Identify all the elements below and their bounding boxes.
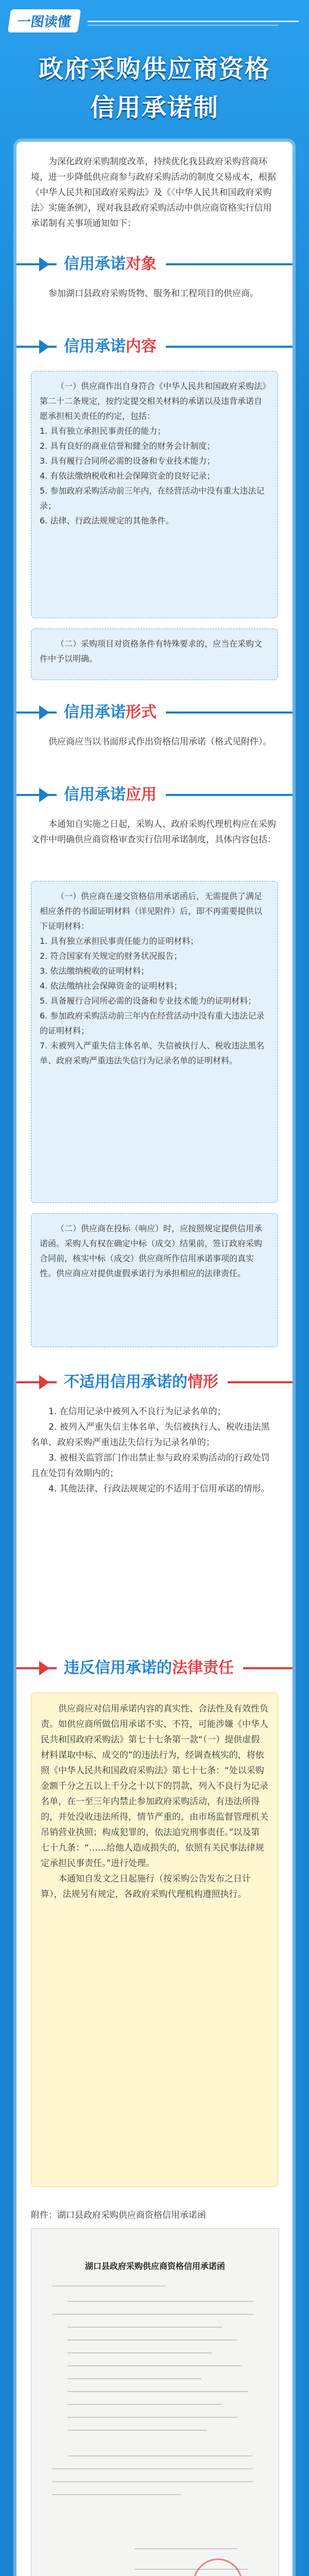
section-title-text: 信用承诺 xyxy=(64,337,126,355)
apply-item: （二）供应商在投标（响应）时，应按照规定提供信用承诺函。采购人有权在确定中标（成交）结果前，签订政府采购合同前，核实中标（成交）供应商所作信用承诺事项的真实性。供应商应对提供虚假承诺行为承担相应的法律责任。 xyxy=(40,1224,263,1278)
section-title xyxy=(57,1371,228,1394)
doc-line xyxy=(67,2301,253,2302)
liability-box xyxy=(31,1692,278,2187)
doc-line xyxy=(67,2378,201,2379)
section-title-highlight: 法律责任 xyxy=(172,1659,234,1677)
liability-text-2: 本通知自发文之日起施行（按采购公告发布之日计算），法规另有规定，各政府采购代理机构遵照执行。 xyxy=(41,1874,251,1900)
doc-line xyxy=(52,2481,253,2482)
intro-text: 为深化政府采购制度改革，持续优化我县政府采购营商环境，进一步降低供应商参与政府采购活动的制度交易成本，根据《中华人民共和国政府采购法》及《〈中华人民共和国政府采购法〉实施条例》，现对我县政府采购活动中供应商资格实行信用承诺制有关事项通知如下： xyxy=(31,157,276,229)
doc-line xyxy=(52,2314,253,2315)
exclude-item: 3. 被相关监管部门作出禁止参与政府采购活动的行政处罚且在处罚有效期内的； xyxy=(31,1453,270,1479)
section-title-text: 信用承诺 xyxy=(64,786,126,804)
section-title-text: 信用承诺 xyxy=(64,703,126,721)
doc-line xyxy=(52,2468,253,2469)
apply-item: 4. 依法缴纳社会保障资金的证明材料； xyxy=(40,981,182,991)
chevron-right-icon xyxy=(39,257,49,272)
doc-line xyxy=(134,2548,237,2549)
header-divider-thin xyxy=(88,25,278,26)
chevron-right-icon xyxy=(39,1375,49,1389)
section-form-header xyxy=(16,698,293,727)
exclude-list xyxy=(31,1404,278,1497)
section-title-highlight: 情形 xyxy=(187,1373,218,1391)
section-title xyxy=(57,1657,243,1680)
section-object-header xyxy=(16,250,293,279)
content-card xyxy=(16,142,293,2576)
chevron-right-icon xyxy=(39,788,49,802)
section-liability-header xyxy=(16,1654,293,1683)
object-text: 参加湖口县政府采购货物、服务和工程项目的供应商。 xyxy=(48,289,259,299)
section-title xyxy=(57,784,166,806)
doc-line xyxy=(67,2417,237,2418)
apply-item: 1. 具有独立承担民事责任能力的证明材料； xyxy=(40,936,199,946)
apply-item: 5. 具备履行合同所必需的设备和专业技术能力的证明材料； xyxy=(40,996,256,1006)
section-title-highlight: 对象 xyxy=(126,255,157,273)
doc-line xyxy=(67,2340,237,2341)
content-item: （一）供应商作出自身符合《中华人民共和国政府采购法》第二十二条规定，按约定提交相关材料的承诺以及违背承诺自愿承担相关责任的约定，包括： xyxy=(40,381,267,421)
page-title-line2: 信用承诺制 xyxy=(90,93,219,122)
exclude-item: 4. 其他法律、行政法规规定的不适用于信用承诺的情形。 xyxy=(48,1484,270,1494)
attachment-title: 附件：湖口县政府采购供应商资格信用承诺函 xyxy=(31,2210,206,2221)
page-title-line1: 政府采购供应商资格 xyxy=(38,55,270,83)
content-item: 2. 具有良好的商业信誉和健全的财务会计制度； xyxy=(40,441,215,451)
section-title xyxy=(57,701,166,724)
content-item: 3. 具有履行合同所必需的设备和专业技术能力； xyxy=(40,456,215,466)
content-box-2 xyxy=(31,629,278,680)
doc-line xyxy=(67,2352,212,2353)
section-title-highlight: 内容 xyxy=(126,337,157,355)
section-exclude-header xyxy=(16,1368,293,1397)
apply-box-1 xyxy=(31,881,278,1203)
doc-line xyxy=(67,2404,222,2405)
liability-text: 供应商应对信用承诺内容的真实性、合法性及有效性负责。如供应商所做信用承诺不实、不符，可能涉嫌《中华人民共和国政府采购法》第七十七条第一款“（一）提供虚假材料谋取中标、成交的”的违法行为，经调查核实的，将依照《中华人民共和国政府采购法》第七十七条：“处以采购金额千分之五以上千分之十以下的罚款，列入不良行为记录名单，在一至三年内禁止参加政府采购活动，有违法所得的，并处没收违法所得，情节严重的，由市场监督管理机关吊销营业执照；构成犯罪的，依法追究刑事责任。”以及第七十九条：“……给他人造成损失的，依照有关民事法律规定承担民事责任。”进行处理。 xyxy=(41,1704,268,1869)
apply-intro: 本通知自实施之日起，采购人、政府采购代理机构应在采购文件中明确供应商资格审查实行信用承诺制度，具体内容包括： xyxy=(31,819,276,845)
section-title-text: 不适用信用承诺的 xyxy=(64,1373,187,1391)
section-apply-header xyxy=(16,781,293,809)
section-title-highlight: 形式 xyxy=(126,703,157,721)
apply-item: 2. 符合国家有关规定的财务状况报告； xyxy=(40,951,182,961)
seal-stamp-icon xyxy=(193,2558,243,2576)
doc-line xyxy=(67,2327,222,2328)
doc-line xyxy=(67,2365,243,2366)
apply-item: 3. 依法缴纳税收的证明材料； xyxy=(40,966,149,976)
doc-line xyxy=(52,2494,181,2495)
form-text: 供应商应当以书面形式作出资格信用承诺（格式见附件）。 xyxy=(48,737,272,747)
chevron-right-icon xyxy=(39,340,49,354)
apply-item: 7. 未被列入严重失信主体名单、失信被执行人、税收违法黑名单、政府采购严重违法失信行为记录名单的证明材料。 xyxy=(40,1041,265,1065)
section-content-header xyxy=(16,332,293,361)
chevron-right-icon xyxy=(39,705,49,720)
apply-box-2 xyxy=(31,1213,278,1347)
header-tag: 一图读懂 xyxy=(8,9,81,32)
section-title-text: 信用承诺 xyxy=(64,255,126,273)
content-item: 5. 参加政府采购活动前三年内，在经营活动中没有重大违法记录； xyxy=(40,486,265,511)
doc-line xyxy=(52,2285,165,2286)
content-item: （二）采购项目对资格条件有特殊要求的，应当在采购文件中予以明确。 xyxy=(40,639,263,664)
attachment-document-image xyxy=(31,2228,279,2576)
document-title: 湖口县政府采购供应商资格信用承诺函 xyxy=(84,2261,225,2271)
content-item: 4. 有依法缴纳税收和社会保障资金的良好记录； xyxy=(40,471,215,481)
exclude-item: 2. 被列入严重失信主体名单、失信被执行人、税收违法黑名单、政府采购严重违法失信行为记录名单的； xyxy=(31,1422,270,1448)
content-item: 6. 法律、行政法规规定的其他条件。 xyxy=(40,516,174,526)
apply-item: （一）供应商在递交资格信用承诺函后，无需提供了满足相应条件的书面证明材料（详见附件）后，即不再需要提供以下证明材料： xyxy=(40,891,263,931)
doc-line xyxy=(67,2391,248,2392)
section-title xyxy=(57,253,166,276)
content-item: 1. 具有独立承担民事责任的能力； xyxy=(40,426,166,436)
chevron-right-icon xyxy=(39,1661,49,1675)
exclude-item: 1. 在信用记录中被列入不良行为记录名单的； xyxy=(48,1406,226,1417)
apply-item: 6. 参加政府采购活动前三年内在经营活动中没有重大违法记录的证明材料； xyxy=(40,1011,265,1036)
header-divider xyxy=(88,21,299,22)
section-title-highlight: 应用 xyxy=(126,786,157,804)
section-title xyxy=(57,335,166,358)
doc-line xyxy=(67,2430,207,2431)
doc-line xyxy=(67,2455,253,2456)
header xyxy=(0,0,309,137)
section-title-text: 违反信用承诺的 xyxy=(64,1659,172,1677)
content-box-1 xyxy=(31,371,278,618)
